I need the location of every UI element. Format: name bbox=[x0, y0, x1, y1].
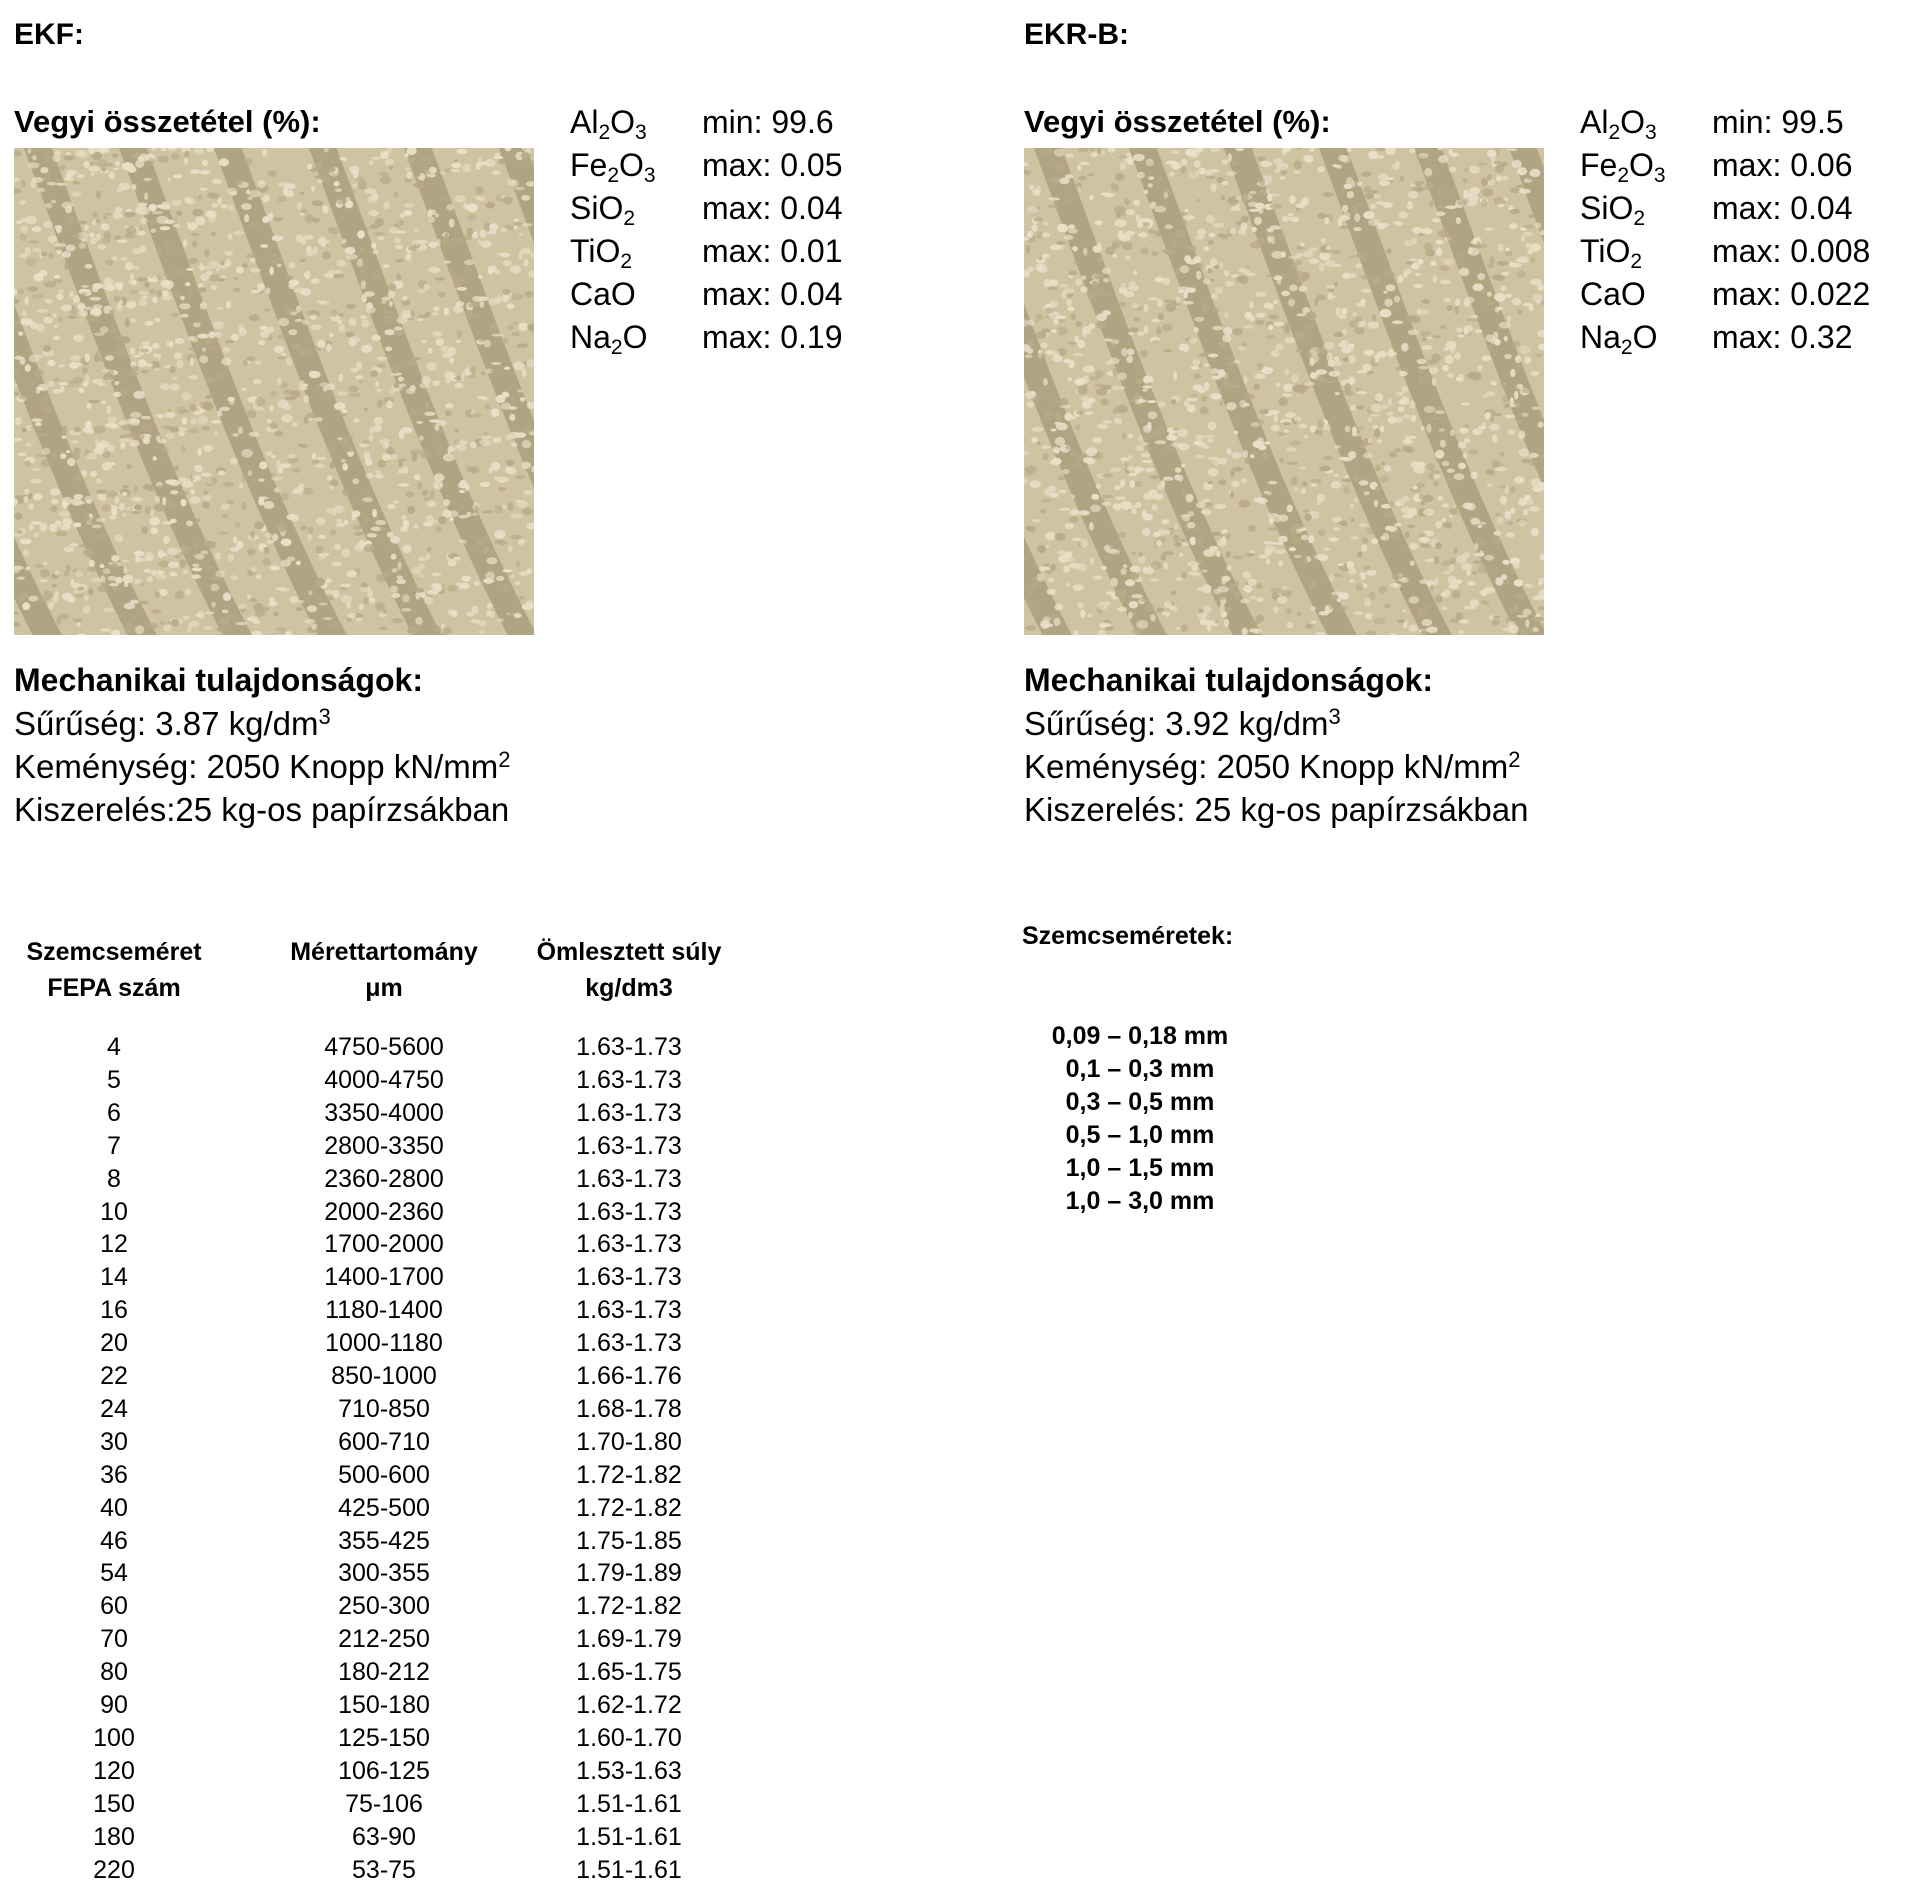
size-item: 0,09 – 0,18 mm bbox=[1051, 1022, 1229, 1050]
table-cell: 4750-5600 bbox=[324, 1033, 444, 1061]
table-cell: 212-250 bbox=[338, 1625, 430, 1654]
table-row bbox=[14, 1856, 774, 1888]
table-cell: 1.69-1.79 bbox=[576, 1625, 682, 1654]
table-cell: 1.79-1.89 bbox=[576, 1559, 682, 1588]
table-cell: 24 bbox=[100, 1394, 128, 1423]
table-row bbox=[14, 1527, 774, 1559]
table-cell: 1.51-1.61 bbox=[576, 1855, 682, 1884]
grain-photo-ekf bbox=[14, 148, 534, 635]
table-header-range: Mérettartomány μm bbox=[290, 938, 478, 1002]
density-ekf: Sűrűség: 3.87 $kg/dm^3$ bbox=[14, 704, 331, 742]
table-cell: 1.66-1.76 bbox=[576, 1362, 682, 1390]
table-cell: 16 bbox=[100, 1296, 128, 1325]
table-cell: 1.70-1.80 bbox=[576, 1427, 682, 1456]
table-row bbox=[14, 1033, 774, 1065]
table-cell: 1.63-1.73 bbox=[576, 1131, 682, 1160]
table-cell: 120 bbox=[93, 1756, 135, 1785]
table-cell: 710-850 bbox=[338, 1394, 430, 1423]
table-row bbox=[14, 1428, 774, 1460]
table-row bbox=[14, 1099, 774, 1131]
table-cell: 60 bbox=[100, 1592, 128, 1621]
formula: $Na_2O$ bbox=[1580, 319, 1658, 359]
table-cell: 2360-2800 bbox=[324, 1164, 444, 1193]
table-row bbox=[14, 1296, 774, 1328]
table-row bbox=[14, 1823, 774, 1855]
table-row bbox=[14, 1691, 774, 1723]
table-cell: 600-710 bbox=[338, 1427, 430, 1456]
table-cell: 40 bbox=[100, 1493, 128, 1522]
table-cell: 1.72-1.82 bbox=[576, 1592, 682, 1621]
table-cell: 46 bbox=[100, 1526, 128, 1555]
table-cell: 300-355 bbox=[338, 1559, 430, 1588]
table-cell: 180-212 bbox=[338, 1658, 430, 1687]
comp-value: min: 99.5 bbox=[1712, 104, 1844, 140]
table-cell: 1.63-1.73 bbox=[576, 1098, 682, 1127]
formula: $Al_2O_3$ bbox=[1580, 104, 1657, 144]
table-header-bulk-weight: Ömlesztett súly kg/dm3 bbox=[536, 938, 722, 1002]
table-cell: 7 bbox=[107, 1131, 121, 1160]
product-title-ekrb: EKR-B: bbox=[1024, 18, 1129, 51]
table-cell: 53-75 bbox=[352, 1855, 416, 1884]
size-item: 1,0 – 1,5 mm bbox=[1065, 1154, 1215, 1182]
hardness-ekf: Keménység: 2050 Knopp $kN/mm^2$ bbox=[14, 747, 511, 785]
table-cell: 1.63-1.73 bbox=[576, 1164, 682, 1193]
table-cell: 1400-1700 bbox=[324, 1263, 444, 1292]
table-cell: 54 bbox=[100, 1559, 128, 1588]
table-cell: 425-500 bbox=[338, 1493, 430, 1522]
table-row bbox=[14, 1461, 774, 1493]
table-row bbox=[14, 1625, 774, 1657]
formula: $Fe_2O_3$ bbox=[570, 147, 656, 187]
size-item: 0,5 – 1,0 mm bbox=[1065, 1121, 1215, 1149]
comp-value: max: 0.04 bbox=[1712, 190, 1853, 226]
composition-list-ekf bbox=[570, 104, 900, 364]
table-cell: 1.68-1.78 bbox=[576, 1394, 682, 1423]
table-cell: 100 bbox=[93, 1723, 135, 1752]
table-cell: 1.63-1.73 bbox=[576, 1263, 682, 1292]
table-cell: 1700-2000 bbox=[324, 1230, 444, 1259]
table-cell: 1.53-1.63 bbox=[576, 1756, 682, 1785]
table-cell: 14 bbox=[100, 1263, 128, 1292]
table-cell: 10 bbox=[100, 1197, 128, 1226]
comp-value: max: 0.04 bbox=[702, 190, 843, 226]
table-cell: 70 bbox=[100, 1625, 128, 1654]
table-cell: 500-600 bbox=[338, 1460, 430, 1489]
table-cell: 1.63-1.73 bbox=[576, 1033, 682, 1061]
hardness-ekrb: Keménység: 2050 Knopp $kN/mm^2$ bbox=[1024, 747, 1521, 785]
comp-value: min: 99.6 bbox=[702, 104, 834, 140]
comp-value: max: 0.01 bbox=[702, 233, 843, 269]
table-row bbox=[14, 1362, 774, 1394]
table-cell: 250-300 bbox=[338, 1592, 430, 1621]
table-cell: 1.51-1.61 bbox=[576, 1789, 682, 1818]
table-row bbox=[14, 1066, 774, 1098]
table-cell: 1000-1180 bbox=[325, 1329, 443, 1358]
table-cell: 36 bbox=[100, 1460, 128, 1489]
table-cell: 2000-2360 bbox=[324, 1197, 444, 1226]
comp-value: max: 0.05 bbox=[702, 147, 843, 183]
formula: TiO$_2$ bbox=[1580, 233, 1643, 273]
table-cell: 150 bbox=[93, 1789, 135, 1818]
table-row bbox=[14, 1230, 774, 1262]
table-cell: 4000-4750 bbox=[324, 1065, 444, 1094]
table-row bbox=[14, 1329, 774, 1361]
table-cell: 220 bbox=[93, 1855, 135, 1884]
table-cell: 1180-1400 bbox=[325, 1296, 443, 1325]
table-cell: 63-90 bbox=[352, 1822, 416, 1851]
mechanical-props-ekrb bbox=[1024, 702, 1528, 831]
table-cell: 8 bbox=[107, 1164, 121, 1193]
table-row bbox=[14, 1395, 774, 1427]
table-cell: 125-150 bbox=[338, 1723, 430, 1752]
packaging-ekf: Kiszerelés:25 kg-os papírzsákban bbox=[14, 791, 510, 828]
product-title-ekf: EKF: bbox=[14, 18, 84, 51]
table-cell: 355-425 bbox=[338, 1526, 430, 1555]
table-cell: 850-1000 bbox=[331, 1362, 437, 1390]
table-cell: 1.63-1.73 bbox=[576, 1197, 682, 1226]
sizes-list bbox=[1020, 1022, 1280, 1222]
size-item: 1,0 – 3,0 mm bbox=[1065, 1187, 1215, 1215]
formula: TiO$_2$ bbox=[570, 233, 633, 273]
table-row bbox=[14, 1658, 774, 1690]
comp-value: max: 0.32 bbox=[1712, 319, 1853, 355]
table-cell: 22 bbox=[100, 1362, 128, 1390]
table-cell: 1.65-1.75 bbox=[576, 1658, 682, 1687]
mechanical-heading-ekrb: Mechanikai tulajdonságok: bbox=[1024, 662, 1433, 698]
table-row bbox=[14, 1790, 774, 1822]
table-cell: 1.62-1.72 bbox=[576, 1691, 682, 1719]
table-cell: 1.72-1.82 bbox=[576, 1460, 682, 1489]
table-cell: 75-106 bbox=[345, 1789, 423, 1818]
table-cell: 1.63-1.73 bbox=[576, 1065, 682, 1094]
formula: $Al_2O_3$ bbox=[570, 104, 647, 144]
size-item: 0,3 – 0,5 mm bbox=[1065, 1088, 1215, 1116]
table-cell: 4 bbox=[107, 1033, 121, 1061]
table-row bbox=[14, 1559, 774, 1591]
table-cell: 1.51-1.61 bbox=[576, 1822, 682, 1851]
formula: $Fe_2O_3$ bbox=[1580, 147, 1666, 187]
table-row bbox=[14, 1494, 774, 1526]
mechanical-heading-ekf: Mechanikai tulajdonságok: bbox=[14, 662, 423, 698]
grain-photo-ekrb bbox=[1024, 148, 1544, 635]
table-row bbox=[14, 1263, 774, 1295]
formula: SiO$_2$ bbox=[570, 190, 636, 230]
composition-heading-ekf: Vegyi összetétel (%): bbox=[14, 104, 321, 139]
table-cell: 180 bbox=[93, 1822, 135, 1851]
formula: CaO bbox=[570, 276, 636, 312]
table-cell: 150-180 bbox=[338, 1691, 430, 1719]
table-cell: 20 bbox=[100, 1329, 128, 1358]
table-cell: 80 bbox=[100, 1658, 128, 1687]
table-row bbox=[14, 1132, 774, 1164]
table-cell: 6 bbox=[107, 1098, 121, 1127]
sizes-heading: Szemcseméretek: bbox=[1022, 922, 1234, 950]
comp-value: max: 0.022 bbox=[1712, 276, 1871, 312]
table-cell: 1.75-1.85 bbox=[576, 1526, 682, 1555]
fepa-size-table bbox=[14, 934, 774, 1894]
table-cell: 1.60-1.70 bbox=[576, 1723, 682, 1752]
comp-value: max: 0.008 bbox=[1712, 233, 1871, 269]
table-cell: 1.72-1.82 bbox=[576, 1493, 682, 1522]
formula: SiO$_2$ bbox=[1580, 190, 1646, 230]
density-ekrb: Sűrűség: 3.92 $kg/dm^3$ bbox=[1024, 704, 1341, 742]
table-row bbox=[14, 1592, 774, 1624]
table-header-fepa: Szemcseméret FEPA szám bbox=[26, 938, 202, 1002]
formula: CaO bbox=[1580, 276, 1646, 312]
comp-value: max: 0.06 bbox=[1712, 147, 1853, 183]
table-cell: 90 bbox=[100, 1691, 128, 1719]
table-cell: 1.63-1.73 bbox=[576, 1329, 682, 1358]
table-cell: 30 bbox=[100, 1427, 128, 1456]
table-cell: 1.63-1.73 bbox=[576, 1230, 682, 1259]
comp-value: max: 0.19 bbox=[702, 319, 843, 355]
size-item: 0,1 – 0,3 mm bbox=[1065, 1055, 1215, 1083]
table-cell: 106-125 bbox=[338, 1756, 430, 1785]
composition-heading-ekrb: Vegyi összetétel (%): bbox=[1024, 104, 1331, 139]
table-cell: 2800-3350 bbox=[324, 1131, 444, 1160]
table-cell: 1.63-1.73 bbox=[576, 1296, 682, 1325]
table-row bbox=[14, 1198, 774, 1230]
table-row bbox=[14, 1757, 774, 1789]
table-row bbox=[14, 1165, 774, 1197]
table-cell: 3350-4000 bbox=[324, 1098, 444, 1127]
table-row bbox=[14, 1724, 774, 1756]
packaging-ekrb: Kiszerelés: 25 kg-os papírzsákban bbox=[1024, 791, 1529, 828]
table-cell: 12 bbox=[100, 1230, 128, 1259]
formula: $Na_2O$ bbox=[570, 319, 648, 359]
composition-list-ekrb bbox=[1580, 104, 1910, 364]
table-cell: 5 bbox=[107, 1065, 121, 1094]
comp-value: max: 0.04 bbox=[702, 276, 843, 312]
mechanical-props-ekf bbox=[14, 702, 511, 831]
